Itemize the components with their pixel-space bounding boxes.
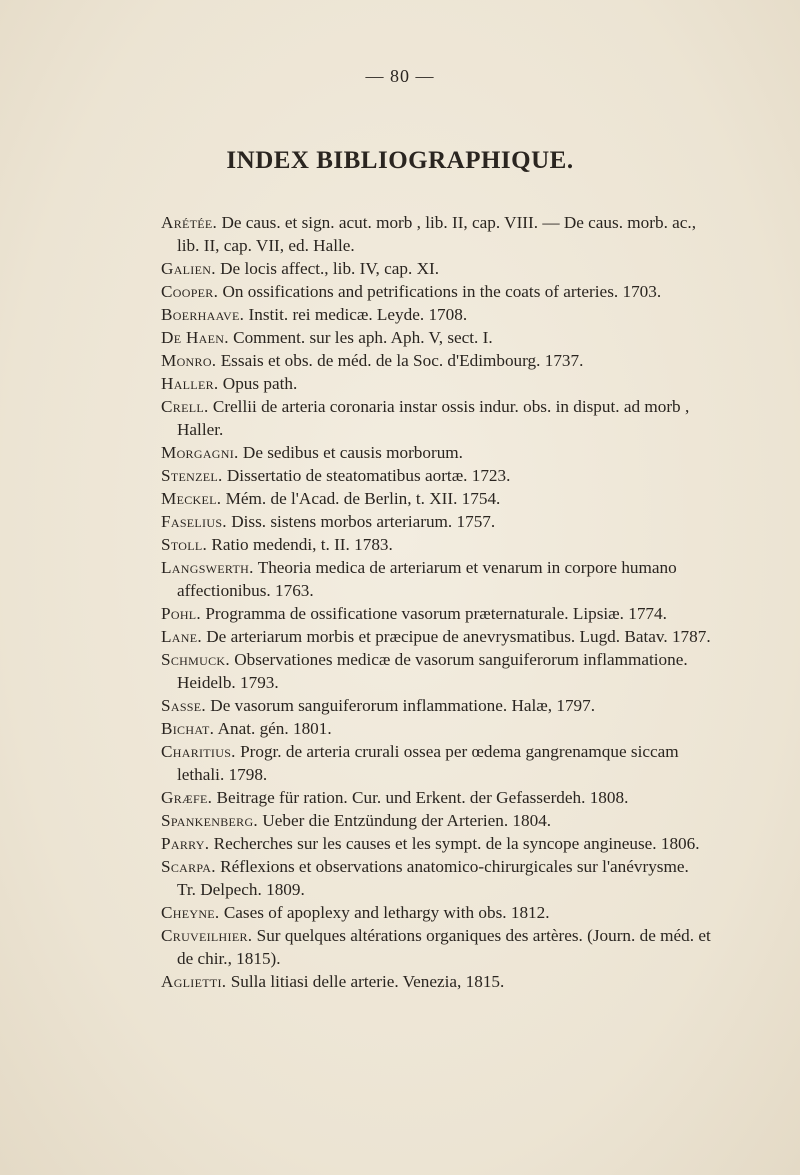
entry-text: Réflexions et observations anatomico-chirurgicales sur l'anévrysme. Tr. Delpech. 1809. bbox=[177, 857, 689, 899]
entry-author: Haller. bbox=[161, 374, 219, 393]
entry-text: On ossifications and petrifications in the coats of arteries. 1703. bbox=[222, 282, 662, 301]
entry-text: Ratio medendi, t. II. 1783. bbox=[211, 535, 393, 554]
bibliography-entry bbox=[161, 280, 711, 303]
entry-author: Pohl. bbox=[161, 604, 202, 623]
bibliography-entry bbox=[161, 441, 711, 464]
bibliography-entry bbox=[161, 717, 711, 740]
bibliography-list bbox=[161, 211, 711, 993]
entry-author: Monro. bbox=[161, 351, 217, 370]
bibliography-entry bbox=[161, 464, 711, 487]
bibliography-entry bbox=[161, 395, 711, 441]
entry-text: De locis affect., lib. IV, cap. XI. bbox=[220, 259, 440, 278]
page-number: — 80 — bbox=[365, 66, 435, 86]
entry-author: Sasse. bbox=[161, 696, 206, 715]
entry-author: Parry. bbox=[161, 834, 210, 853]
bibliography-entry bbox=[161, 303, 711, 326]
entry-author: Stoll. bbox=[161, 535, 208, 554]
entry-author: Cheyne. bbox=[161, 903, 220, 922]
entry-author: Bichat. bbox=[161, 719, 215, 738]
entry-text: De sedibus et causis morborum. bbox=[242, 443, 463, 462]
entry-text: Beitrage für ration. Cur. und Erkent. der Gefasserdeh. 1808. bbox=[216, 788, 629, 807]
entry-text: Recherches sur les causes et les sympt. de la syncope angineuse. 1806. bbox=[213, 834, 700, 853]
entry-author: Langswerth. bbox=[161, 558, 254, 577]
bibliography-entry bbox=[161, 556, 711, 602]
bibliography-entry bbox=[161, 533, 711, 556]
bibliography-entry bbox=[161, 372, 711, 395]
entry-author: Boerhaave. bbox=[161, 305, 245, 324]
entry-text: Opus path. bbox=[222, 374, 298, 393]
entry-author: Cruveilhier. bbox=[161, 926, 253, 945]
entry-author: Crell. bbox=[161, 397, 209, 416]
entry-author: Spankenberg. bbox=[161, 811, 259, 830]
entry-author: Arétée. bbox=[161, 213, 218, 232]
entry-author: Faselius. bbox=[161, 512, 227, 531]
entry-author: Charitius. bbox=[161, 742, 236, 761]
entry-text: Theoria medica de arteriarum et venarum in corpore humano affectionibus. 1763. bbox=[177, 558, 677, 600]
bibliography-entry bbox=[161, 487, 711, 510]
entry-author: Schmuck. bbox=[161, 650, 230, 669]
bibliography-entry bbox=[161, 786, 711, 809]
entry-author: Morgagni. bbox=[161, 443, 239, 462]
entry-text: Instit. rei medicæ. Leyde. 1708. bbox=[248, 305, 468, 324]
entry-text: Observationes medicæ de vasorum sanguiferorum inflammatione. Heidelb. 1793. bbox=[177, 650, 688, 692]
bibliography-entry bbox=[161, 970, 711, 993]
bibliography-entry bbox=[161, 832, 711, 855]
entry-text: Essais et obs. de méd. de la Soc. d'Edimbourg. 1737. bbox=[220, 351, 584, 370]
entry-text: De caus. et sign. acut. morb , lib. II, cap. VIII. — De caus. morb. ac., lib. II, cap. VII, ed. Halle. bbox=[177, 213, 697, 255]
entry-text: Diss. sistens morbos arteriarum. 1757. bbox=[231, 512, 496, 531]
entry-text: De arteriarum morbis et præcipue de anevrysmatibus. Lugd. Batav. 1787. bbox=[206, 627, 711, 646]
bibliography-entry bbox=[161, 694, 711, 717]
entry-text: Sur quelques altérations organiques des artères. (Journ. de méd. et de chir., 1815). bbox=[177, 926, 711, 968]
bibliography-entry bbox=[161, 809, 711, 832]
bibliography-entry bbox=[161, 326, 711, 349]
entry-text: Dissertatio de steatomatibus aortæ. 1723. bbox=[226, 466, 511, 485]
entry-text: De vasorum sanguiferorum inflammatione. Halæ, 1797. bbox=[210, 696, 596, 715]
entry-text: Sulla litiasi delle arterie. Venezia, 1815. bbox=[230, 972, 505, 991]
page-title: INDEX BIBLIOGRAPHIQUE. bbox=[226, 147, 574, 174]
bibliography-entry bbox=[161, 510, 711, 533]
entry-author: Cooper. bbox=[161, 282, 219, 301]
entry-author: Græfe. bbox=[161, 788, 213, 807]
bibliography-entry bbox=[161, 924, 711, 970]
entry-text: Programma de ossificatione vasorum præternaturale. Lipsiæ. 1774. bbox=[205, 604, 667, 623]
entry-text: Cases of apoplexy and lethargy with obs. 1812. bbox=[223, 903, 550, 922]
bibliography-entry bbox=[161, 901, 711, 924]
entry-author: Scarpa. bbox=[161, 857, 216, 876]
entry-author: Lane. bbox=[161, 627, 202, 646]
entry-author: Meckel. bbox=[161, 489, 222, 508]
entry-author: De Haen. bbox=[161, 328, 229, 347]
bibliography-entry bbox=[161, 740, 711, 786]
entry-text: Crellii de arteria coronaria instar ossis indur. obs. in disput. ad morb , Haller. bbox=[177, 397, 690, 439]
entry-text: Ueber die Entzündung der Arterien. 1804. bbox=[262, 811, 552, 830]
entry-author: Aglietti. bbox=[161, 972, 227, 991]
entry-author: Stenzel. bbox=[161, 466, 223, 485]
entry-text: Comment. sur les aph. Aph. V, sect. I. bbox=[233, 328, 493, 347]
bibliography-entry bbox=[161, 602, 711, 625]
entry-text: Progr. de arteria crurali ossea per œdema gangrenamque siccam lethali. 1798. bbox=[177, 742, 679, 784]
bibliography-entry bbox=[161, 648, 711, 694]
bibliography-entry bbox=[161, 257, 711, 280]
entry-author: Galien. bbox=[161, 259, 216, 278]
bibliography-entry bbox=[161, 211, 711, 257]
entry-text: Anat. gén. 1801. bbox=[217, 719, 332, 738]
entry-text: Mém. de l'Acad. de Berlin, t. XII. 1754. bbox=[225, 489, 501, 508]
bibliography-entry bbox=[161, 855, 711, 901]
bibliography-entry bbox=[161, 625, 711, 648]
bibliography-entry bbox=[161, 349, 711, 372]
